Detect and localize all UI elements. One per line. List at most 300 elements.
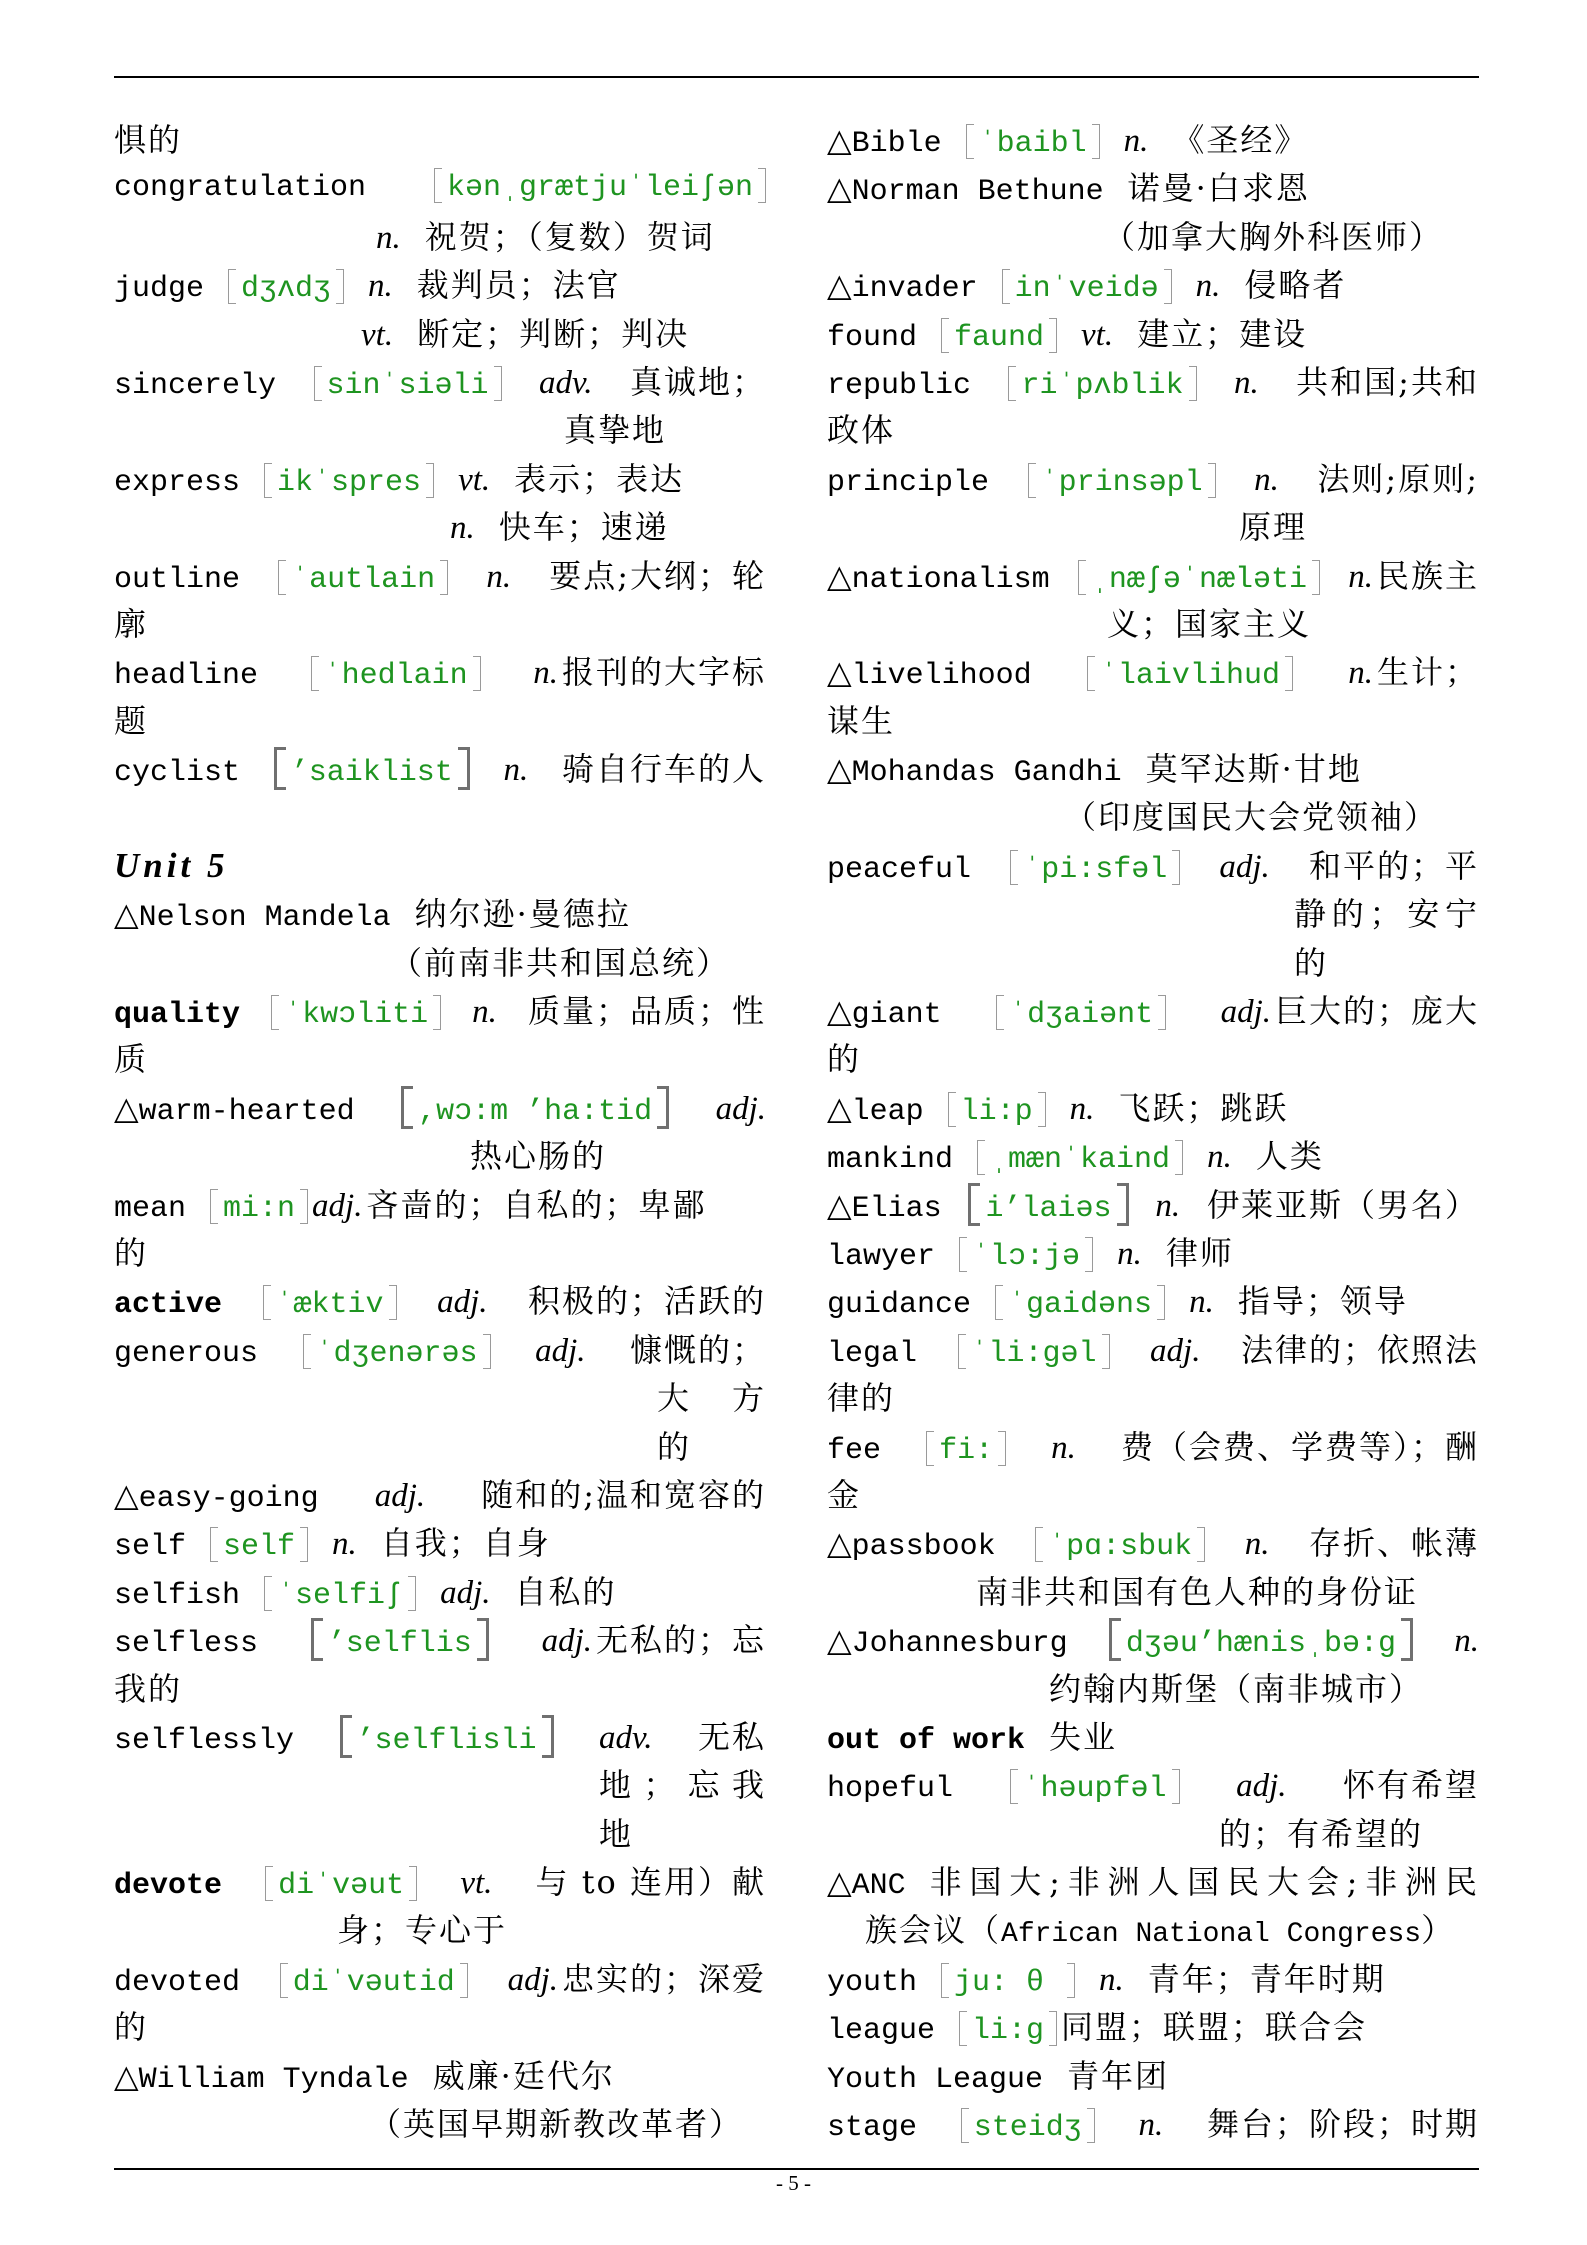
entry-line (114, 1084, 766, 1132)
chinese-definition: 吝啬的；自私的；卑鄙 (366, 1185, 707, 1224)
chinese-definition: 律的 (827, 1379, 896, 1418)
entry-line (114, 2052, 766, 2100)
chinese-definition: 舞台；阶段；时期 (1206, 2105, 1479, 2144)
phonetic-transcription: diˈvəut (265, 1862, 417, 1910)
headword-group (827, 1858, 906, 1913)
phonetic-transcription: ˌmænˈkaind (977, 1136, 1183, 1184)
phonetic-transcription: ˈlaivlihud (1087, 652, 1293, 700)
chinese-definition: 义；国家主义 (1107, 604, 1312, 643)
part-of-speech: n. (1244, 1526, 1270, 1563)
phonetic-transcription: li:p (948, 1088, 1046, 1136)
part-of-speech: n. (1099, 1961, 1124, 1998)
part-of-speech: vt. (1081, 316, 1114, 353)
chinese-definition: 莫罕达斯·甘地 (1145, 750, 1362, 789)
phonetic-transcription: ˈbaibl (966, 120, 1100, 168)
definition-continuation-line (114, 503, 766, 551)
chinese-definition: 的；有希望的 (1219, 1814, 1424, 1853)
definition-continuation-line (827, 213, 1479, 261)
headword: principle (827, 465, 990, 500)
phonetic-transcription: ˈli:gəl (958, 1330, 1110, 1378)
phonetic-transcription: steidʒ (961, 2104, 1095, 2152)
entry-line (827, 1519, 1479, 1567)
headword: stage (827, 2111, 918, 2146)
entry-line (827, 648, 1479, 696)
part-of-speech: adj. (437, 1284, 488, 1321)
definition-continuation-line (827, 1568, 1479, 1616)
chinese-definition: 积极的；活跃的 (527, 1282, 766, 1321)
unit-heading-line (114, 842, 766, 890)
chinese-definition: （前南非共和国总统） (390, 943, 731, 982)
part-of-speech: n. (1254, 461, 1279, 498)
headword: youth (827, 1965, 918, 2000)
phonetic-transcription: ˈhəupfəl (1010, 1765, 1180, 1813)
chinese-definition: 威廉·廷代尔 (432, 2056, 615, 2095)
definition-continuation-line (114, 406, 766, 454)
chinese-definition: 民族主 (1376, 556, 1479, 595)
triangle-marker-icon: △ (114, 1088, 139, 1127)
headword: out of work (827, 1723, 1026, 1758)
phonetic-transcription: ’selflis (311, 1618, 489, 1668)
part-of-speech: n. (1348, 655, 1373, 692)
entry-line (827, 987, 1479, 1035)
chinese-definition: 廓 (114, 604, 149, 643)
headword: judge (114, 272, 205, 307)
definition-group (542, 1616, 766, 1671)
triangle-marker-icon: △ (827, 1524, 852, 1563)
definition-continuation-line (827, 1374, 1479, 1422)
headword: hopeful (827, 1772, 954, 1807)
chinese-definition: 青年团 (1067, 2056, 1170, 2095)
unit-heading: Unit 5 (114, 845, 229, 885)
headword: headline (114, 659, 259, 694)
chinese-definition: 与 to 连用）献 (535, 1863, 766, 1902)
phonetic-transcription: ˈdʒaiənt (996, 991, 1166, 1039)
part-of-speech: n. (1051, 1429, 1076, 1466)
headword: Johannesburg (851, 1627, 1068, 1662)
chinese-definition: 共和国;共和 (1296, 362, 1479, 401)
definition-continuation-line (114, 213, 766, 261)
chinese-definition: 非国大;非洲人国民大会;非洲民 (929, 1863, 1479, 1902)
headword: warm-hearted (138, 1094, 355, 1129)
phonetic-transcription: ˈkwɔliti (271, 991, 441, 1039)
phonetic-transcription: ˈautlain (278, 556, 448, 604)
chinese-definition: （印度国民大会党领袖） (1064, 798, 1439, 837)
chinese-definition: 法则;原则; (1317, 459, 1479, 498)
entry-line (827, 310, 1479, 358)
definition-continuation-line (827, 890, 1479, 938)
entry-line (827, 455, 1479, 503)
entry-line (114, 1181, 766, 1229)
chinese-definition: 纳尔逊·曼德拉 (414, 895, 631, 934)
chinese-definition: （英国早期新教改革者） (369, 2105, 744, 2144)
definition-continuation-line (114, 1132, 766, 1180)
part-of-speech: n. (1123, 123, 1149, 159)
phonetic-transcription: mi:n (210, 1185, 308, 1233)
chinese-definition: 质 (114, 1040, 149, 1079)
triangle-marker-icon: △ (827, 1863, 852, 1902)
phonetic-transcription: ˈæktiv (263, 1281, 397, 1329)
part-of-speech: adj. (715, 1090, 766, 1127)
phonetic-transcription: fi: (926, 1427, 1006, 1475)
chinese-definition: 要点;大纲；轮 (549, 556, 766, 595)
definition-continuation-line (114, 600, 766, 648)
headword: lawyer (827, 1239, 936, 1274)
part-of-speech: n. (1348, 558, 1373, 595)
chinese-definition: 我的 (114, 1669, 183, 1708)
definition-continuation-line (114, 1906, 766, 1954)
phonetic-transcription: ˈgaidəns (995, 1281, 1165, 1329)
headword-group (114, 890, 391, 945)
headword: devote (114, 1869, 223, 1904)
headword: livelihood (851, 659, 1032, 694)
headword: giant (851, 998, 942, 1033)
headword: congratulation (114, 171, 367, 206)
definition-continuation-line (114, 1665, 766, 1713)
definition-continuation-line (827, 1665, 1479, 1713)
chinese-definition: ） (1421, 1911, 1456, 1950)
chinese-definition: 金 (827, 1475, 862, 1514)
definition-continuation-line (827, 939, 1479, 987)
triangle-marker-icon: △ (827, 121, 852, 159)
entry-line (827, 745, 1479, 793)
headword: legal (827, 1336, 918, 1371)
entry-line (827, 2100, 1479, 2148)
headword: self (114, 1530, 187, 1565)
phonetic-transcription: ˌnæʃəˈnæləti (1078, 556, 1320, 604)
chinese-definition: 的 (827, 1040, 862, 1079)
headword-group (827, 1084, 924, 1139)
headword: peaceful (827, 852, 972, 887)
definition-continuation-line (114, 939, 766, 987)
part-of-speech: adj. (440, 1574, 491, 1611)
part-of-speech: n. (472, 994, 497, 1031)
chinese-definition: 人类 (1255, 1137, 1324, 1176)
entry-line (827, 2003, 1479, 2051)
headword: selflessly (114, 1723, 295, 1758)
part-of-speech: n. (533, 655, 558, 692)
headword-group (827, 261, 978, 316)
chinese-definition: 自私的 (514, 1572, 617, 1611)
chinese-definition: 表示；表达 (514, 459, 685, 498)
blank-line (114, 793, 766, 841)
definition-continuation-line (827, 503, 1479, 551)
definition-continuation-line (827, 1906, 1479, 1954)
chinese-definition: 侵略者 (1244, 266, 1347, 305)
part-of-speech: adv. (539, 364, 593, 401)
definition-continuation-line (114, 1810, 766, 1858)
definition-group (861, 1906, 1455, 1961)
phonetic-transcription: li:g (959, 2007, 1057, 2055)
definition-group (1348, 552, 1479, 607)
part-of-speech: vt. (361, 316, 394, 353)
chinese-definition: 存折、帐薄 (1308, 1524, 1479, 1563)
phonetic-transcription: sinˈsiəli (314, 362, 502, 410)
chinese-definition: 约翰内斯堡（南非城市） (1049, 1669, 1424, 1708)
entry-line (114, 1277, 766, 1325)
entry-line (827, 261, 1479, 309)
triangle-marker-icon: △ (827, 1185, 852, 1224)
chinese-definition: 断定；判断；判决 (417, 314, 690, 353)
phonetic-transcription: ˈselfiʃ (264, 1572, 416, 1620)
headword: found (827, 320, 918, 355)
entry-line (114, 1519, 766, 1567)
chinese-definition: 生计； (1376, 653, 1479, 692)
entry-line (114, 164, 766, 212)
phonetic-transcription: dʒʌdʒ (228, 265, 344, 313)
headword-group (827, 1181, 942, 1236)
entry-line (114, 1713, 766, 1761)
definition-group (1348, 648, 1479, 703)
entry-line (827, 1326, 1479, 1374)
chinese-definition: 巨大的；庞大 (1274, 992, 1479, 1031)
headword: fee (827, 1433, 882, 1468)
part-of-speech: adj. (541, 1623, 592, 1660)
part-of-speech: n. (1189, 1284, 1214, 1321)
headword: Elias (851, 1191, 942, 1226)
headword-group (827, 1616, 1068, 1671)
definition-continuation-line (114, 116, 766, 164)
headword: express (114, 465, 241, 500)
chinese-definition: 快车；速递 (498, 508, 669, 547)
phonetic-transcription: ˈprinsəpl (1028, 459, 1216, 507)
entry-line (114, 552, 766, 600)
entry-line (827, 116, 1479, 164)
headword: cyclist (114, 756, 241, 791)
definition-group (1221, 987, 1479, 1042)
definition-continuation-line (827, 697, 1479, 745)
headword: passbook (851, 1530, 996, 1565)
chinese-definition: 无私的；忘 (595, 1621, 766, 1660)
chinese-definition: 政体 (827, 411, 896, 450)
entry-line (827, 164, 1479, 212)
phonetic-transcription: ˈhedlain (311, 652, 481, 700)
part-of-speech: vt. (460, 1865, 493, 1902)
headword-group (827, 116, 942, 171)
chinese-definition: 随和的;温和宽容的 (481, 1475, 766, 1514)
part-of-speech: n. (1454, 1623, 1479, 1660)
chinese-definition: 怀有希望 (1342, 1766, 1479, 1805)
chinese-definition: 费（会费、学费等）；酬 (1120, 1427, 1479, 1466)
chinese-definition: 律师 (1165, 1233, 1234, 1272)
chinese-definition: 指导；领导 (1237, 1282, 1408, 1321)
headword: Bible (851, 127, 942, 161)
phonetic-transcription: ˈdʒenərəs (303, 1330, 491, 1378)
triangle-marker-icon: △ (827, 992, 852, 1031)
headword: Norman Bethune (851, 175, 1104, 210)
headword: mankind (827, 1143, 954, 1178)
part-of-speech: n. (332, 1526, 357, 1563)
entry-line (114, 1955, 766, 2003)
definition-continuation-line (827, 793, 1479, 841)
definition-continuation-line (114, 697, 766, 745)
headword: devoted (114, 1965, 241, 2000)
chinese-definition: 祝贺；（复数）贺词 (424, 217, 715, 256)
definition-continuation-line (114, 1374, 766, 1422)
part-of-speech: adj. (507, 1961, 558, 1998)
headword: selfish (114, 1578, 241, 1613)
chinese-definition: 青年；青年时期 (1147, 1959, 1386, 1998)
headword-group (114, 1471, 319, 1526)
part-of-speech: adj. (1220, 994, 1271, 1031)
chinese-definition: 真挚地 (564, 411, 667, 450)
definition-continuation-line (827, 1035, 1479, 1083)
phonetic-transcription: ju: θ (941, 1959, 1075, 2007)
chinese-definition: 建立；建设 (1137, 314, 1308, 353)
entry-line (827, 1229, 1479, 1277)
entry-line (827, 2052, 1479, 2100)
triangle-marker-icon: △ (827, 1088, 852, 1127)
phonetic-transcription: ’selflisli (340, 1715, 554, 1765)
headword: William Tyndale (138, 2062, 409, 2097)
part-of-speech: n. (1138, 2107, 1164, 2144)
chinese-definition: 骑自行车的人 (561, 750, 766, 789)
chinese-definition: 自我；自身 (380, 1524, 551, 1563)
entry-line (114, 455, 766, 503)
part-of-speech: adj. (312, 1187, 363, 1224)
footer-rule (114, 2168, 1479, 2170)
phonetic-transcription: diˈvəutid (280, 1959, 468, 2007)
page-number: - 5 - (776, 2171, 811, 2195)
phonetic-transcription: ˈpɑ:sbuk (1035, 1523, 1205, 1571)
chinese-definition: 法律的；依照法 (1240, 1330, 1479, 1369)
entry-line (114, 1326, 766, 1374)
headword: quality (114, 998, 241, 1033)
definition-group (533, 648, 766, 703)
headword: republic (827, 368, 972, 403)
triangle-marker-icon: △ (827, 1621, 852, 1660)
part-of-speech: n. (1207, 1139, 1232, 1176)
phonetic-transcription: self (210, 1523, 308, 1571)
definition-continuation-line (114, 1761, 766, 1809)
phonetic-transcription: ikˈspres (264, 459, 434, 507)
part-of-speech: adj. (535, 1332, 586, 1369)
triangle-marker-icon: △ (827, 750, 852, 789)
chinese-definition: 地 (599, 1814, 634, 1853)
definition-continuation-line (827, 1471, 1479, 1519)
chinese-definition: 热心肠的 (470, 1137, 607, 1176)
definition-continuation-line (114, 2100, 766, 2148)
headword-group (827, 648, 1032, 703)
headword: invader (851, 272, 978, 307)
headword-group (827, 987, 942, 1042)
entry-line (114, 987, 766, 1035)
english-definition: African National Congress (1001, 1919, 1422, 1951)
chinese-definition: 大 方 (657, 1379, 766, 1418)
entry-line (827, 1181, 1479, 1229)
entry-line (114, 1471, 766, 1519)
definition-continuation-line (114, 1229, 766, 1277)
definition-group (312, 1181, 706, 1236)
chinese-definition: 忠实的；深爱 (561, 1959, 766, 1998)
headword: generous (114, 1336, 259, 1371)
part-of-speech: n. (486, 558, 512, 595)
headword: Mohandas Gandhi (851, 756, 1122, 791)
chinese-definition: 飞跃；跳跃 (1118, 1088, 1289, 1127)
definition-continuation-line (827, 1810, 1479, 1858)
headword: nationalism (851, 562, 1050, 597)
headword-group (827, 1519, 996, 1574)
entry-line (114, 890, 766, 938)
entry-line (114, 1616, 766, 1664)
chinese-definition: 的 (1294, 943, 1329, 982)
headword-group (827, 745, 1122, 800)
header-rule (114, 76, 1479, 78)
part-of-speech: n. (368, 268, 393, 305)
triangle-marker-icon: △ (114, 1475, 139, 1514)
triangle-marker-icon: △ (114, 895, 139, 934)
triangle-marker-icon: △ (827, 266, 852, 305)
right-column (827, 116, 1479, 2148)
entry-line (827, 552, 1479, 600)
headword: Youth League (827, 2062, 1044, 2097)
definition-continuation-line (114, 1035, 766, 1083)
left-column (114, 116, 766, 2148)
chinese-definition: 南非共和国有色人种的身份证 (976, 1572, 1419, 1611)
definition-group (508, 1955, 766, 2010)
phonetic-transcription: kənˌgrætjuˈleiʃən (434, 164, 766, 212)
headword: guidance (827, 1288, 972, 1323)
phonetic-transcription: ,wɔ:m ’ha:tid (401, 1086, 669, 1136)
part-of-speech: n. (450, 510, 475, 547)
headword: active (114, 1288, 223, 1323)
entry-line (114, 648, 766, 696)
headword: easy-going (138, 1481, 319, 1516)
chinese-definition: 身；专心于 (337, 1911, 508, 1950)
headword: ANC (851, 1869, 906, 1904)
headword: leap (851, 1094, 924, 1129)
entry-line (827, 842, 1479, 890)
headword-group (114, 1084, 355, 1139)
entry-line (827, 358, 1479, 406)
chinese-definition: 题 (114, 701, 149, 740)
phonetic-transcription: ˈpi:sfəl (1010, 846, 1180, 894)
part-of-speech: n. (1117, 1235, 1142, 1272)
chinese-definition: 质量；品质；性 (527, 992, 766, 1031)
entry-line (827, 1713, 1479, 1761)
triangle-marker-icon: △ (827, 556, 852, 595)
chinese-definition: 族会议（ (865, 1911, 1002, 1950)
entry-line (114, 1568, 766, 1616)
part-of-speech: adj. (374, 1477, 426, 1514)
chinese-definition: （加拿大胸外科医师） (1103, 217, 1444, 256)
phonetic-transcription: dʒəu’hænisˌbə:g (1109, 1618, 1413, 1668)
triangle-marker-icon: △ (827, 169, 852, 208)
definition-continuation-line (114, 310, 766, 358)
phonetic-transcription: ’saiklist (274, 747, 470, 797)
entry-line (827, 1132, 1479, 1180)
definition-continuation-line (114, 2003, 766, 2051)
entry-line (827, 1955, 1479, 2003)
headword: selfless (114, 1627, 259, 1662)
entry-line (114, 745, 766, 793)
headword-group (827, 164, 1104, 219)
chinese-definition: 裁判员；法官 (416, 266, 621, 305)
entry-line (827, 1277, 1479, 1325)
chinese-definition: 和平的；平 (1308, 846, 1479, 885)
entry-line (827, 1616, 1479, 1664)
headword: outline (114, 562, 241, 597)
part-of-speech: adv. (599, 1719, 653, 1756)
entry-line (827, 1858, 1479, 1906)
chinese-definition: 原理 (1239, 508, 1308, 547)
headword: mean (114, 1191, 187, 1226)
headword: league (827, 2014, 936, 2049)
entry-line (114, 261, 766, 309)
chinese-definition: 真诚地； (629, 362, 766, 401)
headword-group (114, 2052, 409, 2107)
headword-group (827, 552, 1050, 607)
phonetic-transcription: i’laiəs (968, 1183, 1128, 1233)
